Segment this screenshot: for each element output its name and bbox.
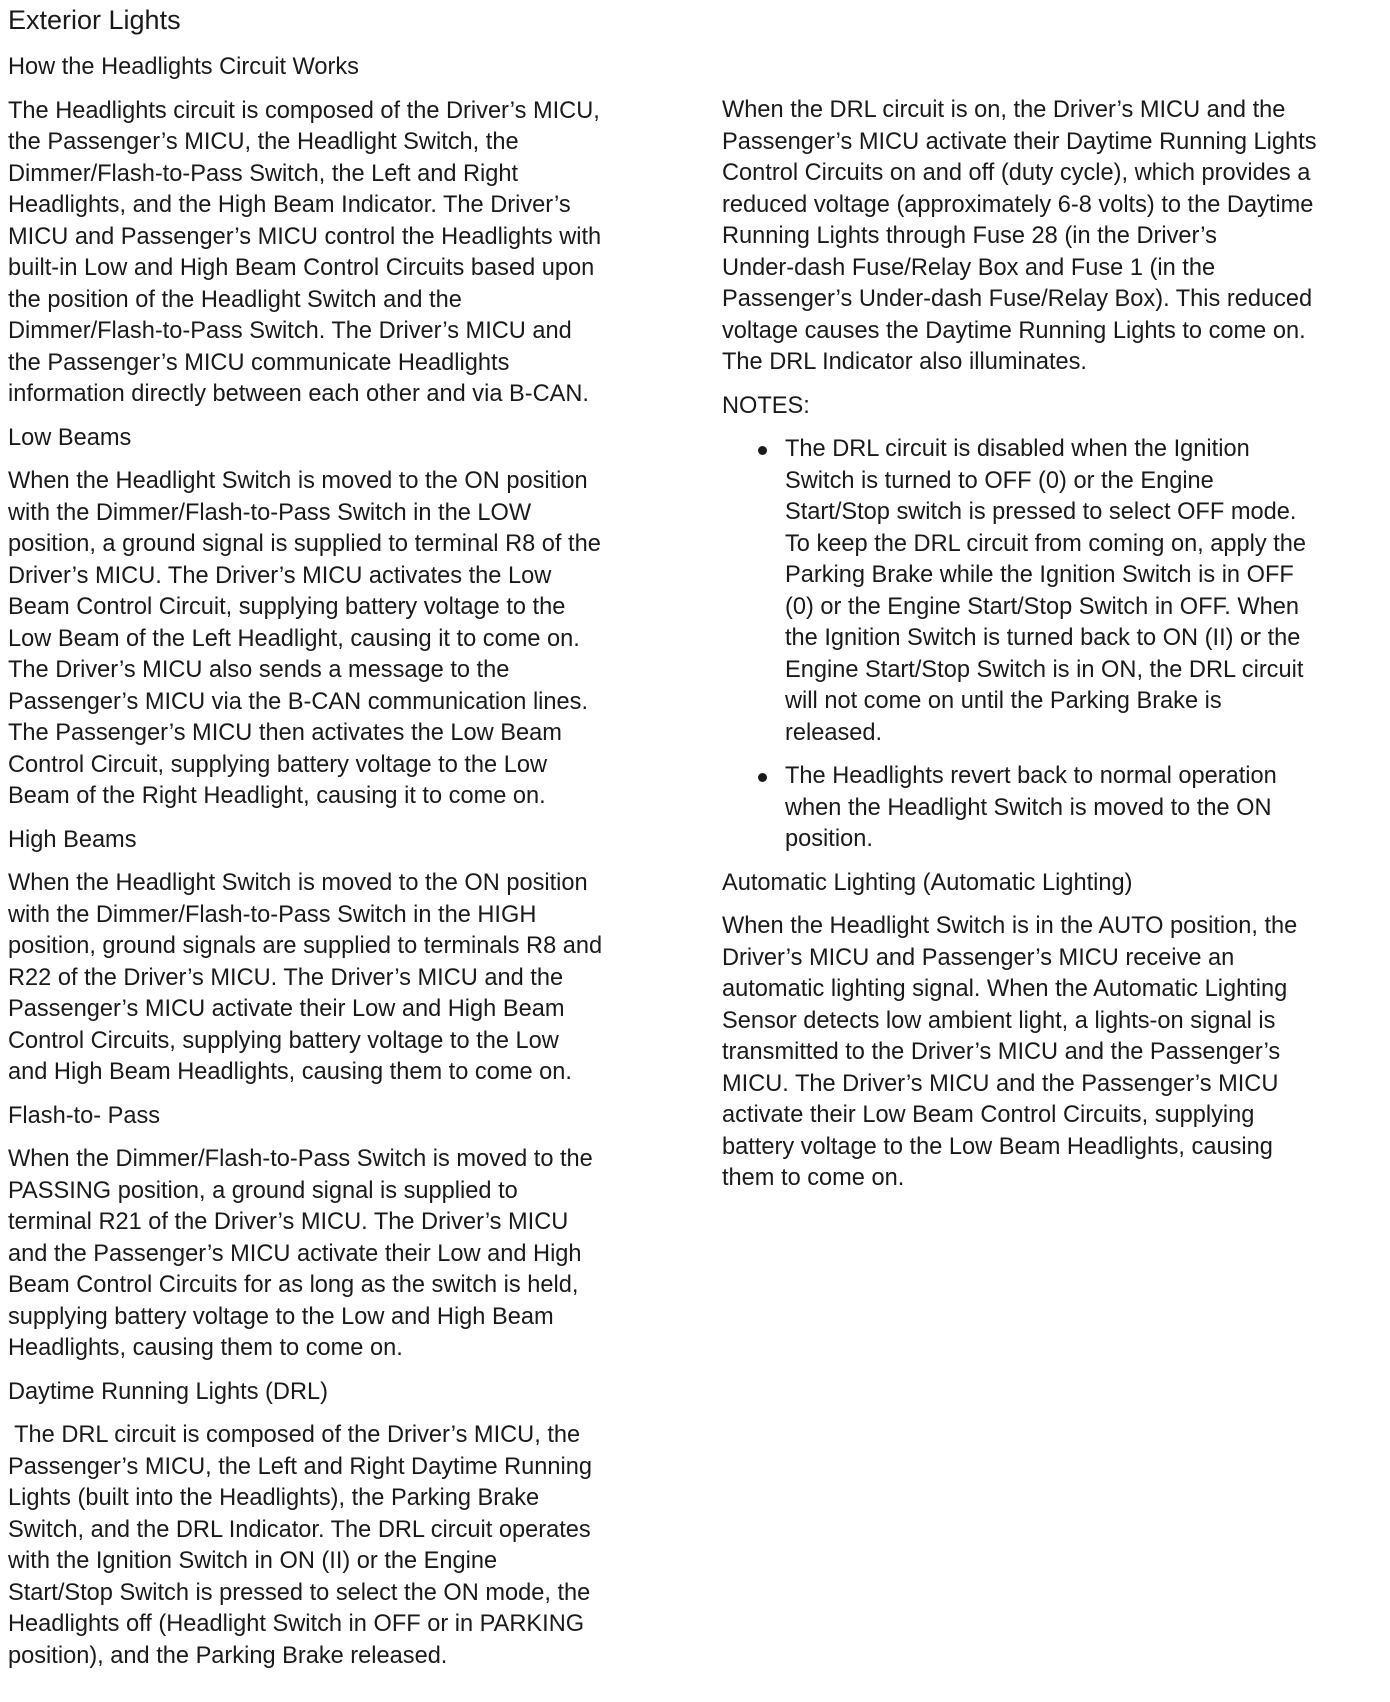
page-title: Exterior Lights (8, 5, 181, 35)
text-line: transmitted to the Driver’s MICU and the Passenger’s (722, 1039, 1281, 1065)
text-line: built-in Low and High Beam Control Circuits based upon (8, 255, 595, 281)
text-line: Dimmer/Flash-to-Pass Switch, the Left and Right (8, 160, 519, 187)
text-line: automatic lighting signal. When the Automatic Lighting (722, 976, 1288, 1002)
text-line: position, a ground signal is supplied to terminal R8 of the (8, 531, 601, 557)
section-heading-how-headlights-work: How the Headlights Circuit Works (8, 54, 359, 80)
text-line: supplying battery voltage to the Low and High Beam (8, 1303, 554, 1330)
text-line: The Driver’s MICU also sends a message to the (8, 657, 510, 683)
text-line: Passenger’s Under-dash Fuse/Relay Box). This reduced (722, 286, 1313, 312)
note-item (722, 761, 1384, 856)
section-body-drl-continued (722, 95, 1384, 379)
text-line: Dimmer/Flash-to-Pass Switch. The Driver’s MICU and (8, 318, 572, 344)
text-line: The Headlights revert back to normal operation (785, 763, 1277, 789)
text-line: Headlights off (Headlight Switch in OFF or in PARKING (8, 1611, 585, 1637)
text-line: position. (785, 826, 873, 852)
note-item (722, 434, 1384, 749)
text-line: Running Lights through Fuse 28 (in the Driver’s (722, 223, 1217, 249)
text-line: Headlights, causing them to come on. (8, 1335, 403, 1361)
text-line: activate their Low Beam Control Circuits, supplying (722, 1102, 1255, 1128)
text-line: Switch, and the DRL Indicator. The DRL circuit operates (8, 1516, 591, 1543)
section-heading-high-beams: High Beams (8, 826, 137, 853)
section-body-drl (8, 1420, 673, 1672)
text-line: the Ignition Switch is turned back to ON (II) or the (785, 625, 1301, 651)
text-line: Control Circuits on and off (duty cycle), which provides a (722, 160, 1311, 186)
text-line: When the Headlight Switch is in the AUTO position, the (722, 913, 1298, 939)
text-line: R22 of the Driver’s MICU. The Driver’s MICU and the (8, 964, 564, 991)
text-line: when the Headlight Switch is moved to the ON (785, 794, 1272, 821)
section-body-how-headlights-work (8, 96, 673, 411)
text-line: them to come on. (722, 1165, 905, 1191)
section-body-low-beams (8, 466, 673, 813)
text-line: When the Dimmer/Flash-to-Pass Switch is moved to the (8, 1146, 593, 1172)
text-line: Switch is turned to OFF (0) or the Engine (785, 467, 1214, 494)
bullet-icon (758, 773, 767, 782)
text-line: Under-dash Fuse/Relay Box and Fuse 1 (in the (722, 254, 1216, 281)
text-line: The DRL circuit is composed of the Driver’s MICU, the (8, 1422, 581, 1448)
text-line: position), and the Parking Brake released. (8, 1642, 448, 1669)
text-line: When the Headlight Switch is moved to the ON position (8, 870, 588, 896)
text-line: Start/Stop Switch is pressed to select the ON mode, the (8, 1579, 591, 1606)
left-column (8, 52, 673, 1684)
text-line: When the DRL circuit is on, the Driver’s MICU and the (722, 97, 1286, 123)
text-line: To keep the DRL circuit from coming on, apply the (785, 530, 1307, 557)
text-line: with the Ignition Switch in ON (II) or the Engine (8, 1548, 498, 1574)
text-line: and the Passenger’s MICU activate their Low and High (8, 1240, 582, 1267)
text-line: the Passenger’s MICU communicate Headlights (8, 349, 510, 376)
text-line: MICU. The Driver’s MICU and the Passenger’s MICU (722, 1070, 1279, 1097)
text-line: will not come on until the Parking Brake is (785, 688, 1222, 714)
text-line: The Passenger’s MICU then activates the Low Beam (8, 720, 562, 746)
text-line: Low Beam of the Left Headlight, causing it to come on. (8, 625, 580, 652)
text-line: Beam of the Right Headlight, causing it to come on. (8, 783, 546, 809)
text-line: The Headlights circuit is composed of the Driver’s MICU, (8, 97, 600, 124)
notes-label: NOTES: (722, 392, 810, 419)
text-line: Driver’s MICU and Passenger’s MICU receive an (722, 944, 1235, 971)
text-line: MICU and Passenger’s MICU control the Headlights with (8, 223, 602, 250)
section-body-flash-to-pass (8, 1144, 673, 1365)
section-heading-automatic-lighting: Automatic Lighting (Automatic Lighting) (722, 869, 1133, 896)
text-line: Lights (built into the Headlights), the Parking Brake (8, 1485, 540, 1511)
text-line: the position of the Headlight Switch and the (8, 286, 462, 313)
text-line: Headlights, and the High Beam Indicator. The Driver’s (8, 192, 571, 218)
section-heading-low-beams: Low Beams (8, 424, 132, 451)
bullet-icon (758, 446, 767, 455)
text-line: Control Circuit, supplying battery voltage to the Low (8, 751, 548, 778)
text-line: Engine Start/Stop Switch is in ON, the DRL circuit (785, 656, 1304, 683)
text-line: Start/Stop switch is pressed to select OFF mode. (785, 499, 1297, 525)
section-body-automatic-lighting (722, 911, 1384, 1195)
text-line: battery voltage to the Low Beam Headlights, causing (722, 1133, 1273, 1160)
text-line: Passenger’s MICU, the Left and Right Daytime Running (8, 1453, 593, 1480)
text-line: Beam Control Circuit, supplying battery voltage to the (8, 594, 566, 620)
text-line: (0) or the Engine Start/Stop Switch in OFF. When (785, 593, 1300, 620)
text-line: reduced voltage (approximately 6-8 volts) to the Daytime (722, 191, 1314, 218)
section-heading-drl: Daytime Running Lights (DRL) (8, 1378, 328, 1405)
text-line: voltage causes the Daytime Running Lights to come on. (722, 317, 1306, 344)
section-body-high-beams (8, 868, 673, 1089)
text-line: the Passenger’s MICU, the Headlight Switch, the (8, 129, 519, 155)
text-line: position, ground signals are supplied to terminals R8 and (8, 933, 603, 959)
text-line: PASSING position, a ground signal is supplied to (8, 1177, 518, 1204)
right-column (722, 95, 1384, 1207)
text-line: released. (785, 719, 883, 746)
text-line: The DRL circuit is disabled when the Ignition (785, 436, 1250, 462)
text-line: Passenger’s MICU via the B-CAN communication lines. (8, 688, 589, 715)
notes-list (722, 434, 1384, 856)
text-line: and High Beam Headlights, causing them to come on. (8, 1059, 572, 1085)
text-line: Beam Control Circuits for as long as the switch is held, (8, 1272, 579, 1298)
text-line: Parking Brake while the Ignition Switch is in OFF (785, 562, 1294, 588)
text-line: with the Dimmer/Flash-to-Pass Switch in the LOW (8, 499, 532, 526)
section-heading-flash-to-pass: Flash-to- Pass (8, 1102, 161, 1129)
text-line: Driver’s MICU. The Driver’s MICU activates the Low (8, 562, 552, 589)
text-line: Control Circuits, supplying battery voltage to the Low (8, 1027, 559, 1054)
text-line: with the Dimmer/Flash-to-Pass Switch in the HIGH (8, 901, 537, 928)
text-line: Passenger’s MICU activate their Low and High Beam (8, 996, 565, 1022)
text-line: The DRL Indicator also illuminates. (722, 349, 1087, 375)
text-line: Sensor detects low ambient light, a lights-on signal is (722, 1007, 1276, 1034)
text-line: Passenger’s MICU activate their Daytime Running Lights (722, 128, 1317, 155)
text-line: When the Headlight Switch is moved to the ON position (8, 468, 588, 494)
text-line: terminal R21 of the Driver’s MICU. The Driver’s MICU (8, 1209, 569, 1235)
text-line: information directly between each other and via B-CAN. (8, 381, 589, 407)
